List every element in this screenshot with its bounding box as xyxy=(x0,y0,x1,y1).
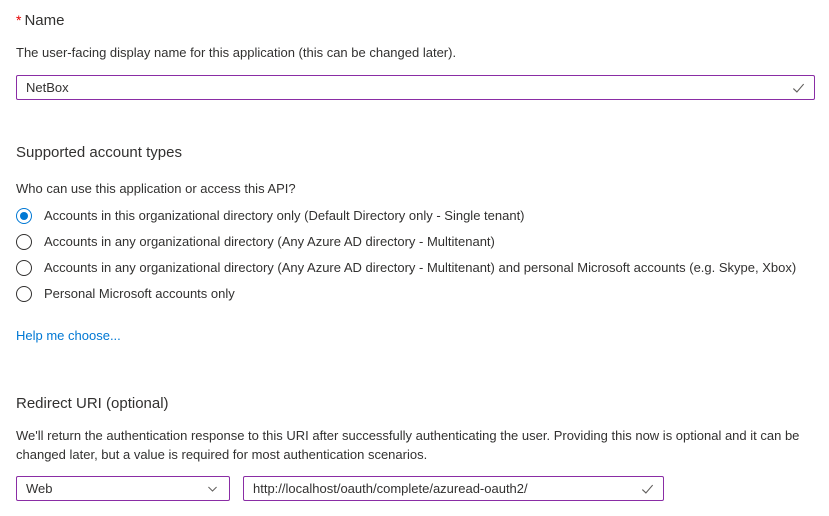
account-types-title: Supported account types xyxy=(16,144,182,161)
radio-personal-only[interactable] xyxy=(16,286,32,302)
name-input[interactable] xyxy=(16,75,815,100)
radio-option-multitenant-personal[interactable] xyxy=(16,255,815,281)
name-description: The user-facing display name for this application (this can be changed later). xyxy=(16,45,457,60)
radio-option-label: Accounts in any organizational directory (Any Azure AD directory - Multitenant) xyxy=(44,234,495,249)
account-type-radio-group xyxy=(16,203,815,307)
radio-multitenant-personal[interactable] xyxy=(16,260,32,276)
redirect-uri-input[interactable] xyxy=(243,476,664,501)
radio-option-personal-only[interactable] xyxy=(16,281,815,307)
radio-multitenant[interactable] xyxy=(16,234,32,250)
radio-option-multitenant[interactable] xyxy=(16,229,815,255)
redirect-uri-row xyxy=(16,476,815,501)
platform-select[interactable] xyxy=(16,476,230,501)
platform-select-value: Web xyxy=(26,481,53,496)
radio-option-label: Personal Microsoft accounts only xyxy=(44,286,235,301)
name-section-title xyxy=(16,10,815,31)
name-title-text: Name xyxy=(24,12,65,29)
radio-single-tenant[interactable] xyxy=(16,208,32,224)
chevron-down-icon xyxy=(206,482,219,495)
redirect-uri-description: We'll return the authentication response to this URI after successfully authenticating the user. Providing this now is optional and it can be changed later, but a value is required for most authentication scenarios. xyxy=(16,428,800,462)
name-input-container xyxy=(16,75,815,100)
redirect-uri-input-container xyxy=(243,476,664,501)
help-me-choose-link[interactable]: Help me choose... xyxy=(16,328,121,343)
required-asterisk: * xyxy=(16,12,22,28)
radio-option-single-tenant[interactable] xyxy=(16,203,815,229)
radio-option-label: Accounts in this organizational directory only (Default Directory only - Single tenant) xyxy=(44,208,525,223)
account-types-question: Who can use this application or access this API? xyxy=(16,181,296,196)
radio-option-label: Accounts in any organizational directory (Any Azure AD directory - Multitenant) and personal Microsoft accounts (e.g. Skype, Xbox) xyxy=(44,260,797,275)
redirect-uri-title: Redirect URI (optional) xyxy=(16,395,169,412)
